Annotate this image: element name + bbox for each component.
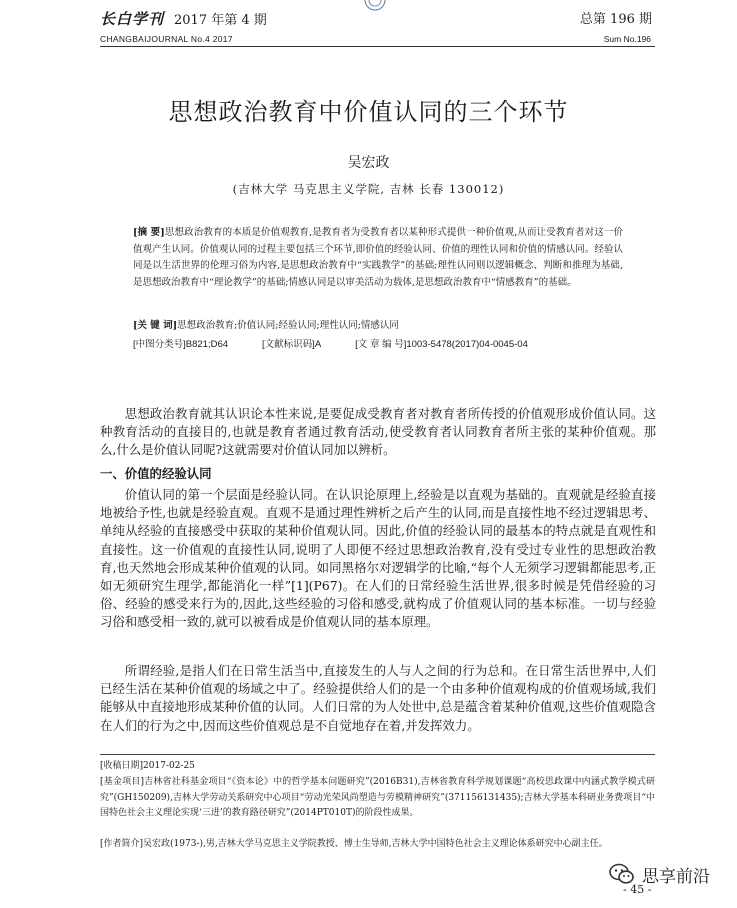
total-issue-cn: 总第 196 期: [579, 12, 652, 27]
journal-en: CHANGBAIJOURNAL No.4 2017: [100, 34, 233, 44]
keywords-label: [关 键 词]: [133, 320, 178, 331]
footnote-received: [收稿日期]2017-02-25: [100, 761, 195, 771]
footnote-fund: [基金项目]吉林省社科基金项目“《资本论》中的哲学基本问题研究”(2016B31),吉林省教育科学规划课题“高校思政课中内涵式教学模式研究”(GH150209),吉林大学劳动关系研究中心项目“劳动光荣风尚塑造与劳模精神研究”(371156131435);吉林大学基本科研业务费项目“中国特色社会主义理论实现‘三进’的教育路径研究”(2014PT010T)的阶段性成果。: [100, 777, 655, 818]
doc-code: [文献标识码]A: [262, 339, 322, 350]
total-issue-en: Sum No.196: [603, 34, 651, 44]
body-paragraph-3: [100, 662, 656, 735]
body-paragraph-1: [100, 405, 656, 460]
seal-icon: [363, 0, 387, 16]
journal-name: 长白学刊: [100, 10, 165, 28]
paragraph-text: 所谓经验,是指人们在日常生活当中,直接发生的人与人之间的行为总和。在日常生活世界中,人们已经生活在某种价值观的场域之中了。经验提供给人们的是一个由多种价值观构成的价值观场域,我们能够从中直接地形成某种价值的认同。人们日常的为人处世中,总是蕴含着某种价值观,这些价值观隐含在人们的行为之中,因而这些价值观总是不自觉地存在着,并发挥效力。: [100, 663, 656, 733]
article-author: 吴宏政: [347, 155, 390, 171]
abstract-text: 思想政治教育的本质是价值观教育,是教育者为受教育者以某种形式提供一种价值观,从而让受教育者对这一价值观产生认同。价值观认同的过程主要包括三个环节,即价值的经验认同、价值的理性认同和价值的情感认同。经验认同是以生活世界的伦理习俗为内容,是思想政治教育中“实践教学”的基础;理性认同则以逻辑概念、判断和推理为基础,是思想政治教育中“理论教学”的基础;情感认同是以审美活动为载体,是思想政治教育中“情感教育”的基础。: [133, 227, 623, 288]
article-title: 思想政治教育中价值认同的三个环节: [168, 98, 569, 126]
abstract-label: [摘 要]: [133, 227, 165, 238]
header-rule: [100, 46, 655, 47]
body-paragraph-2: [100, 486, 656, 632]
article-number: [文 章 编 号]1003-5478(2017)04-0045-04: [355, 339, 528, 350]
paragraph-text: 思想政治教育就其认识论本性来说,是要促成受教育者对教育者所传授的价值观形成价值认同。这种教育活动的直接目的,也就是教育者通过教育活动,使受教育者认同教育者所主张的某种价值观。那么,什么是价值认同呢?这就需要对价值认同加以辨析。: [100, 406, 656, 458]
watermark-text: 思享前沿: [642, 866, 710, 887]
keywords: [133, 317, 623, 331]
footnote-author-bio: [作者简介]吴宏政(1973-),男,吉林大学马克思主义学院教授、博士生导师,吉林大学中国特色社会主义理论体系研究中心副主任。: [100, 839, 608, 849]
issue-cn: 2017 年第 4 期: [174, 13, 267, 28]
clc-number: [中图分类号]B821;D64: [133, 339, 229, 350]
section-heading-1: 一、价值的经验认同: [100, 467, 212, 481]
footnote-rule: [100, 754, 655, 755]
article-affiliation: (吉林大学 马克思主义学院, 吉林 长春 130012): [232, 182, 505, 196]
abstract: [133, 225, 623, 291]
keywords-text: 思想政治教育;价值认同;经验认同;理性认同;情感认同: [177, 320, 399, 331]
wechat-icon: [608, 860, 636, 888]
paragraph-text: 价值认同的第一个层面是经验认同。在认识论原理上,经验是以直观为基础的。直观就是经验直接地被给予性,也就是经验直观。直观不是通过理性辨析之后产生的认同,而是直接性地不经过逻辑思考、单纯从经验的直接感受中获取的某种价值观认同。因此,价值的经验认同的最基本的特点就是直观性和直接性。这一价值观的直接性认同,说明了人即便不经过思想政治教育,没有受过专业性的思想政治教育,也天然地会形成某种价值观的认同。如同黑格尔对逻辑学的比喻,“每个人无须学习逻辑都能思考,正如无须研究生理学,都能消化一样”[1](P67)。在人们的日常经验生活世界,很多时候是凭借经验的习俗、经验的感受来行为的,因此,这些经验的习俗和感受,就构成了价值观认同的基本标准。一切与经验习俗和感受相一致的,就可以被看成是价值观认同的基本原理。: [100, 487, 656, 630]
watermark: [608, 860, 710, 888]
journal-header-left: [100, 8, 267, 29]
page-number: - 45 -: [623, 883, 652, 896]
classification-line: [133, 336, 623, 350]
